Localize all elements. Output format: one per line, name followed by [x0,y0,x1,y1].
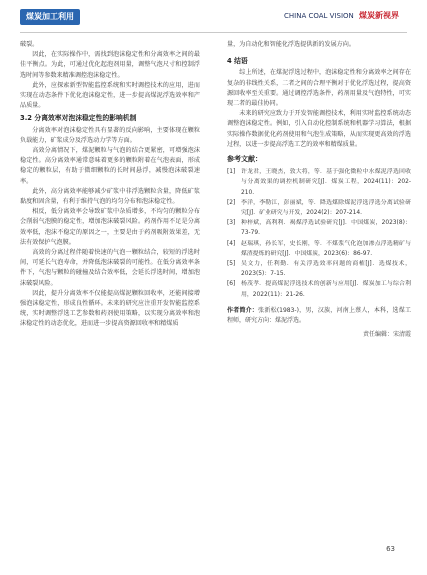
references-heading: 参考文献： [227,155,262,164]
section-heading: 3.2 分离效率对泡沫稳定性的影响机制 [20,114,137,123]
paragraph: 未来的研究应致力于开发智能调控技术，利用实时监控系统动态调整泡沫稳定性。例如，引入自动化控制系统和机器学习算法，根据实际操作数据优化药剂使用和气泡生成策略，从而实现更高效的浮选过程，以进一步提高浮选工艺的效率和精煤质量。 [227,110,411,148]
paragraph: 高效的分离过程伴随着快速的气泡一颗粒结合，较短的浮选时间，可延长气泡寿命，并降低泡沫破裂的可能性。在低分离效率条件下，气泡与颗粒的碰撞及结合效率低，会延长浮选时间，增加泡沫破裂风险。 [20,249,200,287]
reference-item: [2] 李洋，李勒江，彭丽斌，等．降选煤除煤泥浮选浮选分离试验研究[J]．矿业研究与开发，2024(2)：207-214. [227,199,411,217]
magazine-title-en: CHINA COAL VISION [284,12,354,20]
magazine-title [284,10,399,21]
reference-list [227,167,411,300]
author-label: 作者简介： [227,306,259,314]
paragraph: 破裂。 [20,41,39,48]
reference-item: [4] 赵瑞琪，孙长军，史长刚，等．不煤浆气化泡加渗点浮选精矿与煤渣提炼的研究[J]．中国煤炭，2023(6)：86-97. [227,240,411,257]
paragraph: 相反，低分离效率会导致矿浆中杂质增多，不均匀的颗粒分布会削弱气泡膜的稳定性，增加泡沫破裂风险。药剂作用不足是分离效率低，泡沫不稳定的原因之一，主要是由于药剂吸附效果差，无法有效保护气泡膜。 [20,208,200,246]
magazine-title-cn: 煤炭新视界 [359,11,399,20]
section-heading: 4 结语 [227,57,248,66]
paragraph: 此外，应探索新型智能监控系统和实时调控技术的应用，进而实现在动态条件下优化泡沫稳定性，进一步提高煤泥浮选效率和产品质量。 [20,81,200,110]
responsible-editor: 责任编辑：宋清霞 [362,330,411,338]
paragraph: 此外，高分离效率能够减少矿浆中非浮选颗粒含量，降低矿浆黏度和固含量，有利于维持气泡的均匀分布和泡沫稳定性。 [20,187,200,206]
paragraph: 因此，在实际操作中，需找到泡沫稳定性和分离效率之间的最佳平衡点。为此，可通过优化起泡剂用量，调整气泡尺寸和控制浮选时间等参数来精准调控泡沫稳定性。 [20,51,200,79]
left-column [20,40,200,330]
page-number: 63 [386,545,395,553]
reference-item: [1] 许龙君，王晓杰，敦大将，等．基于强化微粒中水煤泥浮选回收与分离效果的调控机制研究[J]．煤炭工程，2024(11)：202-210. [227,169,411,196]
reference-item: [5] 吴文力，任利勤．有关浮选效率问题的商榷[J]．选煤技术，2023(5)：7-15. [227,261,411,278]
paragraph: 因此，提升分离效率不仅能提高煤泥颗粒回收率，还能间接增强泡沫稳定性，形成良性循环。未来的研究应注重开发智能监控系统，实时调整浮选工艺参数和药剂使用策略，以实现分离效率和泡沫稳定性的动态优化，进而进一步提高资源回收率和精煤质 [20,289,200,328]
paragraph: 量，为自动化和智能化浮选提供新的发展方向。 [227,41,355,48]
reference-item: [3] 种梓斌，高利利．褐煤浮选试验研究[J]．中国煤炭，2023(8)：73-79. [227,220,411,237]
author-text: 张新松(1983-)，男，汉族，河南上蔡人，本科，选煤工程师，研究方向：煤泥浮选。 [227,306,411,324]
paragraph: 分离效率对泡沫稳定性具有显著的反向影响，主要体现在颗粒负载能力，矿浆成分及浮选动力学等方面。 [20,126,200,144]
section-tag: 煤炭加工利用 [20,9,80,25]
reference-item: [6] 杨茂孝．提高煤泥浮选技术的创新与应用[J]．煤炭加工与综合利用，2022(11)：21-26. [227,281,411,298]
author-bio [227,306,411,326]
paragraph: 高效分离情况下，煤泥颗粒与气泡的结合更紧密，可增强泡沫稳定性。高分离效率通常意味着更多的颗粒附着在气泡表面，形成稳定的颗粒层，有助于微细颗粒的长时间悬浮，减慢泡沫破裂速率。 [20,147,200,185]
page-header [0,0,427,36]
paragraph: 综上所述，在煤泥浮选过程中，泡沫稳定性和分离效率之间存在复杂的非线性关系，二者之间的合理平衡对于优化浮选过程，提高资源回收率至关重要。通过调控浮选条件，药剂用量及气泡特性，可实现二者的最佳协同。 [227,69,411,108]
header-divider [20,32,407,33]
right-column [227,40,411,340]
